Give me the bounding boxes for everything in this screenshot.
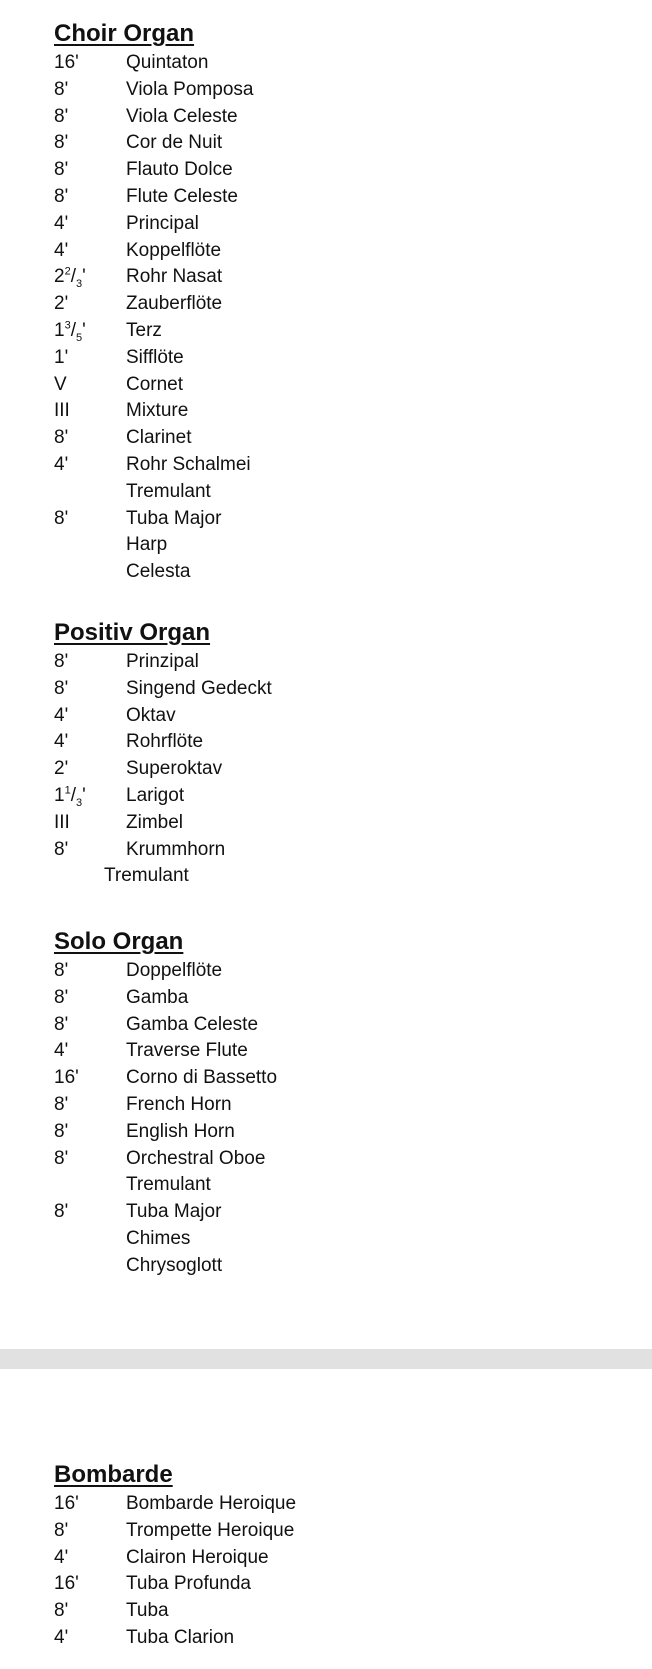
stop-name: Oktav (126, 704, 176, 726)
stop-name: Viola Pomposa (126, 78, 254, 100)
stop-pitch: 8' (54, 1147, 69, 1169)
stop-row (54, 104, 614, 131)
stop-pitch: 16' (54, 1067, 79, 1089)
stop-name: Tuba Profunda (126, 1573, 251, 1595)
stop-pitch: 4' (54, 453, 69, 475)
stop-name: Quintaton (126, 52, 209, 73)
stop-pitch: 8' (54, 185, 69, 207)
stop-pitch: 8' (54, 1120, 69, 1142)
stop-pitch: 4' (54, 731, 69, 753)
stop-name: Rohr Nasat (126, 266, 223, 288)
stop-row (54, 703, 614, 730)
pitch-whole: 1 (54, 319, 65, 341)
stop-name: Celesta (126, 561, 191, 583)
stop-name: Krummhorn (126, 838, 226, 860)
stop-pitch: $1^1/_3'$ (54, 784, 86, 809)
stop-name: Rohr Schalmei (126, 453, 251, 475)
pitch-mark: ' (82, 319, 86, 341)
stop-row (54, 264, 614, 291)
stop-row (54, 837, 614, 864)
stop-name: Chimes (126, 1227, 191, 1249)
stop-name: Harp (126, 534, 168, 556)
stop-row (54, 863, 614, 890)
stop-name: Gamba (126, 986, 189, 1008)
choir-organ-section (54, 18, 614, 586)
pitch-numerator: 1 (64, 784, 71, 797)
stop-name: Chrysoglott (126, 1254, 223, 1276)
pitch-whole: 1 (54, 784, 65, 806)
stop-row (54, 1253, 614, 1280)
stop-name: Tuba Major (126, 507, 222, 529)
stop-pitch: 4' (54, 704, 69, 726)
stop-row (54, 729, 614, 756)
stop-pitch: V (54, 373, 67, 395)
stop-name: Terz (126, 319, 162, 341)
stop-row (54, 157, 614, 184)
stop-pitch: 8' (54, 132, 69, 154)
stop-row (54, 452, 614, 479)
stop-name: Superoktav (126, 758, 223, 780)
stop-pitch: 8' (54, 651, 69, 672)
stop-name: Cor de Nuit (126, 132, 223, 154)
pitch-mark: ' (82, 784, 86, 806)
stop-row (54, 1012, 614, 1039)
stop-pitch: III (54, 811, 70, 833)
stop-pitch: 16' (54, 1493, 79, 1514)
stop-name: Cornet (126, 373, 184, 395)
stop-name: Corno di Bassetto (126, 1067, 278, 1089)
stop-name: English Horn (126, 1120, 235, 1142)
stop-pitch: 4' (54, 212, 69, 234)
pitch-denominator: 3 (75, 796, 83, 809)
stop-pitch: 8' (54, 1013, 69, 1035)
stop-pitch: 8' (54, 427, 69, 449)
stop-name: Singend Gedeckt (126, 677, 272, 699)
stop-name: Trompette Heroique (126, 1519, 295, 1541)
stop-row (54, 1518, 614, 1545)
stop-name: Orchestral Oboe (126, 1147, 266, 1169)
stop-row (54, 50, 614, 77)
stop-pitch: 2' (54, 293, 69, 315)
stop-name: Tremulant (126, 1174, 211, 1196)
stop-pitch: 8' (54, 159, 69, 181)
stop-pitch: 4' (54, 1626, 69, 1648)
stop-name: Doppelflöte (126, 960, 223, 981)
stop-name: Tuba Major (126, 1201, 222, 1223)
stop-pitch: 8' (54, 105, 69, 127)
pitch-denominator: 5 (75, 331, 83, 344)
stop-name: Tremulant (126, 480, 211, 502)
stop-row (54, 1491, 614, 1518)
stop-name: Sifflöte (126, 346, 184, 368)
stop-pitch: $1^3/_5'$ (54, 319, 86, 344)
stop-name: Clarinet (126, 427, 192, 449)
stop-pitch: 4' (54, 1546, 69, 1568)
stop-name: Bombarde Heroique (126, 1493, 297, 1514)
stop-row (54, 1571, 614, 1598)
stop-row (54, 184, 614, 211)
stop-name: French Horn (126, 1093, 232, 1115)
pitch-whole: 2 (54, 266, 65, 288)
stop-name: Larigot (126, 784, 185, 806)
stop-name: Traverse Flute (126, 1040, 248, 1062)
stop-name: Flute Celeste (126, 185, 238, 207)
stop-pitch: 8' (54, 838, 69, 860)
section-title: Bombarde (54, 1461, 173, 1488)
stop-name: Tremulant (104, 865, 189, 887)
stop-name: Gamba Celeste (126, 1013, 259, 1035)
stop-pitch: 2' (54, 758, 69, 780)
stop-row (54, 1545, 614, 1572)
stop-name: Principal (126, 212, 199, 234)
stop-row (54, 1598, 614, 1625)
stop-row (54, 1172, 614, 1199)
stop-pitch: III (54, 400, 70, 422)
stop-row (54, 985, 614, 1012)
stop-name: Flauto Dolce (126, 159, 233, 181)
stop-pitch: 8' (54, 507, 69, 529)
stop-row (54, 1092, 614, 1119)
stop-row (54, 1065, 614, 1092)
bombarde-section (54, 1459, 614, 1652)
pitch-numerator: 3 (64, 319, 71, 332)
stop-row (54, 676, 614, 703)
stop-name: Zimbel (126, 811, 184, 833)
stop-pitch: 8' (54, 1519, 69, 1541)
stop-pitch: $2^2/_3'$ (54, 266, 86, 291)
stop-name: Mixture (126, 400, 189, 422)
stop-name: Koppelflöte (126, 239, 222, 261)
stop-row (54, 1199, 614, 1226)
stop-row (54, 372, 614, 399)
stop-name: Zauberflöte (126, 293, 223, 315)
stop-pitch: 8' (54, 1201, 69, 1223)
stop-pitch: 16' (54, 52, 79, 73)
stop-pitch: 8' (54, 677, 69, 699)
pitch-mark: ' (82, 266, 86, 288)
pitch-numerator: 2 (64, 266, 71, 279)
stop-name: Viola Celeste (126, 105, 238, 127)
stop-pitch: 8' (54, 986, 69, 1008)
stop-row (54, 398, 614, 425)
stop-row (54, 345, 614, 372)
stop-row (54, 1119, 614, 1146)
stop-row (54, 756, 614, 783)
stop-row (54, 783, 614, 810)
stop-pitch: 4' (54, 239, 69, 261)
stop-row (54, 532, 614, 559)
stop-pitch: 8' (54, 1600, 69, 1622)
document-page-2 (0, 1369, 652, 1669)
stop-name: Prinzipal (126, 651, 199, 672)
stop-row (54, 1146, 614, 1173)
stop-pitch: 16' (54, 1573, 79, 1595)
stop-pitch: 1' (54, 346, 69, 368)
stop-row (54, 77, 614, 104)
solo-organ-section (54, 926, 614, 1280)
section-title: Solo Organ (54, 928, 184, 955)
stop-row (54, 479, 614, 506)
stop-pitch: 8' (54, 78, 69, 100)
stop-row (54, 1038, 614, 1065)
stop-row (54, 649, 614, 676)
stop-name: Clairon Heroique (126, 1546, 269, 1568)
stop-pitch: 8' (54, 1093, 69, 1115)
positiv-organ-section (54, 617, 614, 890)
stop-row (54, 1625, 614, 1652)
stop-row (54, 425, 614, 452)
stop-row (54, 318, 614, 345)
section-title: Positiv Organ (54, 619, 211, 646)
section-title: Choir Organ (54, 20, 195, 47)
stop-row (54, 559, 614, 586)
stop-name: Tuba (126, 1600, 169, 1622)
page-break-gap (0, 1349, 652, 1369)
stop-pitch: 8' (54, 960, 69, 981)
stop-name: Tuba Clarion (126, 1626, 235, 1648)
pitch-denominator: 3 (75, 278, 83, 291)
stop-row (54, 291, 614, 318)
stop-row (54, 1226, 614, 1253)
stop-row (54, 506, 614, 533)
stop-row (54, 810, 614, 837)
stop-row (54, 130, 614, 157)
stop-row (54, 211, 614, 238)
stop-row (54, 238, 614, 265)
stop-pitch: 4' (54, 1040, 69, 1062)
stop-row (54, 958, 614, 985)
stop-name: Rohrflöte (126, 731, 204, 753)
